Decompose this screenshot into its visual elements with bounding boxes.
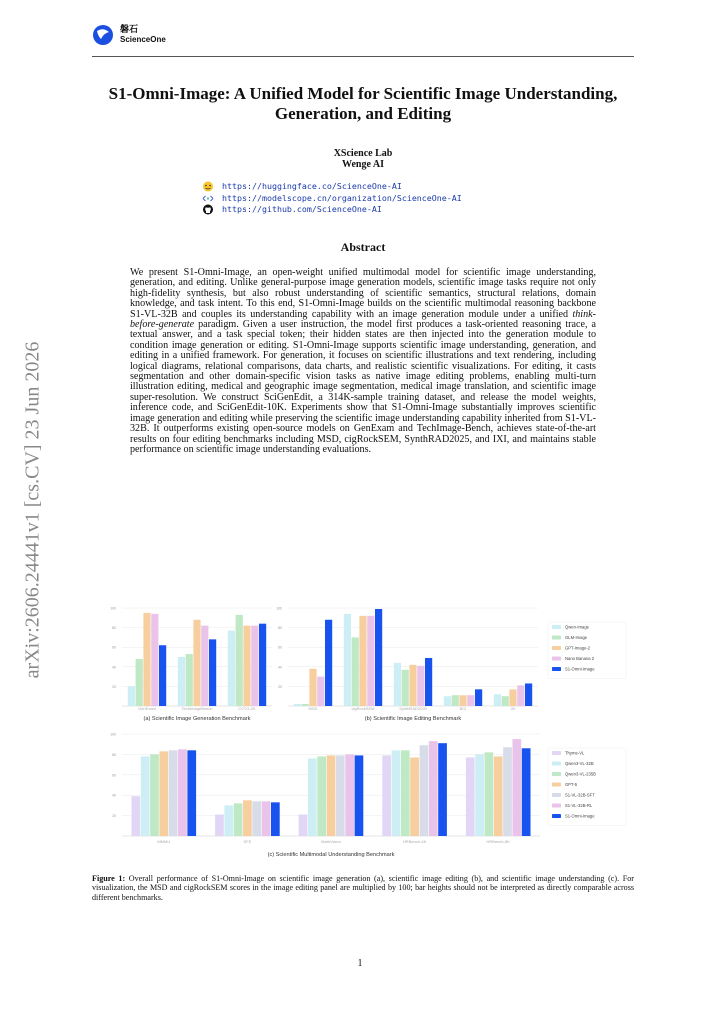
- bar-mathvision-s1-vl-32b-sft: [336, 755, 345, 836]
- bar-hrbench-8k-qwen3-vl-235b: [485, 752, 494, 836]
- bar-cigrocksem-gpt-image-2: [359, 616, 366, 706]
- modelscope-icon: [202, 193, 214, 204]
- bar-mathvision-gpt-5: [327, 755, 336, 836]
- bar-genexam-gpt-image-2: [143, 613, 150, 706]
- legend-label: GPT-5: [565, 782, 578, 788]
- scienceone-logo-icon: [92, 24, 114, 46]
- bar-genexam-qwen-image: [128, 686, 135, 706]
- legend-swatch: [552, 667, 561, 671]
- chart-panel-1: [110, 607, 272, 723]
- bar-techimagebench-qwen-image: [178, 657, 185, 706]
- legend-label: Thyme-VL: [565, 750, 585, 756]
- legend-label: S1-VL-32B-RL: [565, 803, 593, 809]
- legend-label: Nano Banana 2: [565, 656, 595, 662]
- bar-cigrocksem-qwen-image: [344, 614, 351, 706]
- bar-mmmu-thyme-vl: [131, 796, 140, 836]
- bar-hrbench-4k-thyme-vl: [382, 755, 391, 836]
- bar-sfe-s1-vl-32b-rl: [262, 801, 271, 836]
- bar-cigrocksem-s1-omni-image: [375, 609, 382, 706]
- chart-legend-3: [548, 748, 626, 826]
- modelscope-link[interactable]: https://modelscope.cn/organization/ScienceOne-AI: [222, 192, 462, 203]
- arxiv-stamp: arXiv:2606.24441v1 [cs.CV] 23 Jun 2026: [21, 341, 44, 679]
- bar-sfe-qwen3-vl-235b: [234, 803, 243, 836]
- bar-bci-gpt-image-2: [459, 695, 466, 706]
- y-tick-label: 60: [278, 645, 282, 650]
- x-category-label: HRBench-8K: [486, 839, 510, 844]
- x-category-label: CVTG-2K: [238, 706, 256, 711]
- x-category-label: MMMU: [157, 839, 171, 844]
- legend-swatch: [552, 793, 561, 797]
- header-rule: [92, 56, 634, 57]
- bar-hrbench-8k-gpt-5: [494, 756, 503, 836]
- logo-chinese-name: 磐石: [120, 25, 139, 35]
- bar-techimagebench-nano-banana-2: [201, 626, 208, 706]
- bar-genexam-nano-banana-2: [151, 614, 158, 706]
- x-category-label: cigRockSEM: [351, 706, 375, 711]
- bar-bci-qwen-image: [444, 696, 451, 706]
- bar-sfe-s1-vl-32b-sft: [252, 801, 261, 836]
- page-number: 1: [357, 958, 363, 969]
- bar-mmmu-s1-omni-image: [187, 750, 196, 836]
- abstract-part-2: paradigm. Given a user instruction, the model first produces a task-oriented reasoning trace, a textual answer, and a task special token; their hidden states are then injected into the generation module to condition image generation or editing. S1-Omni-Image supports scientific image understanding, generation, and editing in a unified framework. For generation, it focuses on scientific illustrations and text rendering, including logical diagrams, relational comparisons, data charts, and realistic scientific visualizations. For editing, it casts segmentation and other domain-specific vision tasks as native image editing problems, enabling multi-turn illustration editing, medical and geographic image segmentation, medical image translation, and scientific image super-resolution. We construct SciGenEdit, a 314K-sample training dataset, and release the model weights, inference code, and SciGenEdit-10K. Experiments show that S1-Omni-Image substantially improves scientific image generation and editing while preserving the scientific image understanding capability inherited from S1-VL-32B. It outperforms existing open-source models on GenExam and TechImage-Bench, achieves state-of-the-art results on four editing benchmarks including MSD, cigRockSEM, SynthRAD2025, and IXI, and maintains stable performance on scientific image understanding evaluations.: [130, 319, 596, 455]
- bar-techimagebench-gpt-image-2: [193, 620, 200, 706]
- paper-title: S1-Omni-Image: A Unified Model for Scientific Image Understanding, Generation, and Editing: [108, 84, 618, 123]
- bar-genexam-s1-omni-image: [159, 645, 166, 706]
- bar-hrbench-4k-qwen3-vl-235b: [401, 750, 410, 836]
- link-row-github: [202, 204, 462, 216]
- bar-msd-qwen-image: [294, 704, 301, 706]
- legend-label: S1-VL-32B-SFT: [565, 792, 595, 798]
- bar-techimagebench-glm-image: [186, 654, 193, 706]
- bar-mmmu-qwen3-vl-32b: [141, 756, 150, 836]
- bar-hrbench-4k-qwen3-vl-32b: [392, 750, 401, 836]
- bar-msd-nano-banana-2: [317, 677, 324, 706]
- project-links: [202, 181, 462, 216]
- figure-caption-label: Figure 1:: [92, 874, 126, 883]
- bar-bci-nano-banana-2: [467, 695, 474, 706]
- bar-cvtg-2k-glm-image: [236, 615, 243, 706]
- bar-hrbench-8k-qwen3-vl-32b: [475, 754, 484, 836]
- legend-swatch: [552, 772, 561, 776]
- bar-synthrad2025-qwen-image: [394, 663, 401, 706]
- y-tick-label: 40: [278, 665, 282, 670]
- y-tick-label: 40: [112, 793, 116, 798]
- bar-mmmu-s1-vl-32b-sft: [169, 750, 178, 836]
- bar-msd-gpt-image-2: [309, 669, 316, 706]
- bar-msd-s1-omni-image: [325, 620, 332, 706]
- x-category-label: SynthRAD2025: [399, 706, 427, 711]
- legend-swatch: [552, 636, 561, 640]
- bar-sfe-s1-omni-image: [271, 802, 280, 836]
- y-tick-label: 80: [278, 626, 282, 631]
- x-category-label: MSD: [308, 706, 318, 711]
- bar-sfe-gpt-5: [243, 800, 252, 836]
- legend-swatch: [552, 657, 561, 661]
- huggingface-link[interactable]: https://huggingface.co/ScienceOne-AI: [222, 181, 402, 191]
- bar-hrbench-4k-s1-omni-image: [438, 743, 447, 836]
- legend-swatch: [552, 762, 561, 766]
- bar-genexam-glm-image: [136, 659, 143, 706]
- bar-ixi-s1-omni-image: [525, 683, 532, 706]
- legend-swatch: [552, 625, 561, 629]
- affiliations: [92, 148, 634, 170]
- figure-caption: [92, 874, 634, 902]
- scienceone-logo: [92, 24, 166, 46]
- bar-mathvision-qwen3-vl-235b: [317, 756, 326, 836]
- legend-label: Qwen3-VL-32B: [565, 761, 594, 767]
- x-category-label: TechImageBench: [181, 706, 213, 711]
- y-tick-label: 100: [276, 606, 282, 611]
- github-link[interactable]: https://github.com/ScienceOne-AI: [222, 204, 382, 214]
- bar-bci-s1-omni-image: [475, 689, 482, 706]
- link-row-huggingface: [202, 181, 462, 193]
- bar-synthrad2025-gpt-image-2: [409, 665, 416, 706]
- bar-ixi-gpt-image-2: [509, 689, 516, 706]
- chart-title: (a) Scientific Image Generation Benchmark: [143, 716, 251, 722]
- bar-cigrocksem-nano-banana-2: [367, 616, 374, 706]
- bar-synthrad2025-nano-banana-2: [417, 666, 424, 706]
- bar-mathvision-s1-omni-image: [355, 755, 364, 836]
- y-tick-label: 40: [112, 665, 116, 670]
- abstract-heading: Abstract: [340, 240, 386, 254]
- y-tick-label: 20: [112, 814, 116, 819]
- bar-mmmu-qwen3-vl-235b: [150, 754, 159, 836]
- bar-sfe-thyme-vl: [215, 815, 224, 836]
- bar-mathvision-thyme-vl: [299, 815, 308, 836]
- bar-cigrocksem-glm-image: [352, 637, 359, 706]
- y-tick-label: 80: [112, 626, 116, 631]
- legend-label: S1-Omni-Image: [565, 666, 595, 672]
- chart-panel-3: [110, 733, 626, 859]
- legend-label: Qwen3-VL-235B: [565, 771, 596, 777]
- bar-hrbench-8k-s1-omni-image: [522, 748, 531, 836]
- github-icon: [202, 204, 214, 215]
- y-tick-label: 20: [112, 684, 116, 689]
- bar-sfe-qwen3-vl-32b: [224, 805, 233, 836]
- affiliation-2: Wenge AI: [342, 159, 384, 170]
- legend-swatch: [552, 646, 561, 650]
- legend-swatch: [552, 814, 561, 818]
- bar-mmmu-gpt-5: [159, 751, 168, 836]
- legend-label: Qwen-Image: [565, 624, 589, 630]
- y-tick-label: 60: [112, 645, 116, 650]
- bar-synthrad2025-s1-omni-image: [425, 658, 432, 706]
- chart-title: (b) Scientific Image Editing Benchmark: [364, 716, 462, 722]
- legend-swatch: [552, 783, 561, 787]
- bar-cvtg-2k-nano-banana-2: [251, 626, 258, 706]
- figure-1-charts: [92, 598, 634, 868]
- bar-ixi-nano-banana-2: [517, 685, 524, 706]
- legend-swatch: [552, 804, 561, 808]
- bar-mathvision-s1-vl-32b-rl: [345, 754, 354, 836]
- bar-mmmu-s1-vl-32b-rl: [178, 749, 187, 836]
- x-category-label: IXI: [510, 706, 516, 711]
- link-row-modelscope: [202, 193, 462, 205]
- bar-hrbench-4k-s1-vl-32b-rl: [429, 741, 438, 836]
- bar-ixi-qwen-image: [494, 694, 501, 706]
- y-tick-label: 60: [112, 773, 116, 778]
- bar-ixi-glm-image: [502, 696, 509, 706]
- bar-hrbench-4k-gpt-5: [410, 757, 419, 836]
- figure-caption-text: Overall performance of S1-Omni-Image on scientific image generation (a), scientific image editing (b), and scientific image understanding (c). For visualization, the MSD and cigRockSEM scores in the image editing panel are multiplied by 100; bar heights should not be interpreted as directly comparable across different benchmarks.: [92, 874, 634, 902]
- abstract-part-1: We present S1-Omni-Image, an open-weight unified multimodal model for scientific image understanding, generation, and editing. Unlike general-purpose image generation models, scientific image tasks require not only high-fidelity synthesis, but also robust understanding of scientific semantics, structural relations, domain knowledge, and task intent. To this end, S1-Omni-Image builds on the scientific multimodal reasoning backbone S1-VL-32B and couples its understanding capability with an image generation module under a unified: [130, 267, 596, 320]
- chart-title: (c) Scientific Multimodal Understanding Benchmark: [267, 852, 395, 858]
- bar-cvtg-2k-gpt-image-2: [243, 626, 250, 706]
- bar-hrbench-4k-s1-vl-32b-sft: [420, 745, 429, 836]
- y-tick-label: 80: [112, 752, 116, 757]
- x-category-label: HRBench-4K: [402, 839, 427, 844]
- chart-panel-2: [276, 607, 626, 723]
- y-tick-label: 20: [278, 684, 282, 689]
- logo-english-name: ScienceOne: [120, 35, 166, 44]
- bar-cvtg-2k-s1-omni-image: [259, 624, 266, 706]
- abstract-body: [130, 268, 596, 455]
- bar-synthrad2025-glm-image: [402, 670, 409, 706]
- bar-mathvision-qwen3-vl-32b: [308, 758, 317, 836]
- bar-bci-glm-image: [452, 695, 459, 706]
- x-category-label: BCI: [459, 706, 467, 711]
- x-category-label: MathVision: [321, 839, 341, 844]
- y-tick-label: 100: [110, 606, 116, 611]
- legend-label: GLM-Image: [565, 635, 588, 641]
- bar-cvtg-2k-qwen-image: [228, 631, 235, 706]
- x-category-label: GenExam: [138, 706, 156, 711]
- bar-hrbench-8k-thyme-vl: [466, 757, 475, 836]
- legend-swatch: [552, 751, 561, 755]
- y-tick-label: 100: [110, 732, 116, 737]
- abstract-emphasis: think-before-generate: [130, 308, 596, 331]
- hugging-face-icon: [202, 181, 214, 192]
- x-category-label: SFE: [243, 839, 252, 844]
- legend-label: S1-Omni-Image: [565, 813, 595, 819]
- bar-hrbench-8k-s1-vl-32b-rl: [512, 739, 521, 836]
- legend-label: GPT-Image-2: [565, 645, 591, 651]
- affiliation-1: XScience Lab: [333, 148, 393, 159]
- bar-techimagebench-s1-omni-image: [209, 639, 216, 706]
- chart-legend-2: [548, 622, 626, 679]
- bar-hrbench-8k-s1-vl-32b-sft: [503, 747, 512, 836]
